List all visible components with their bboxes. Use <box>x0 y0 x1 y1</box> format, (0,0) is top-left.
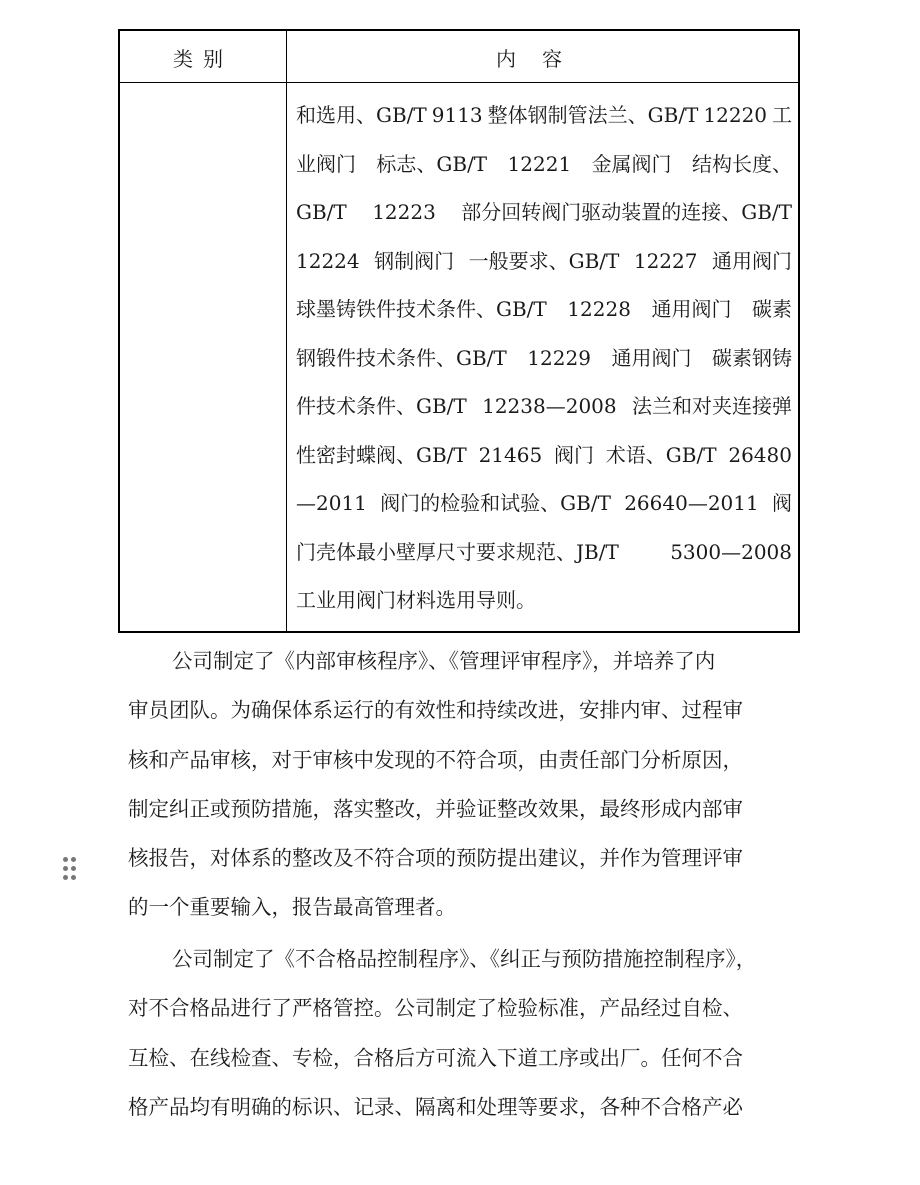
standards-table <box>118 29 800 633</box>
paragraph-line: 制定纠正或预防措施，落实整改，并验证整改效果，最终形成内部审 <box>128 796 743 821</box>
content-line: 球墨铸铁件技术条件、GB/T 12228 通用阀门 碳素 <box>296 297 792 321</box>
content-cell <box>296 91 792 625</box>
content-line: 门壳体最小壁厚尺寸要求规范、JB/T 5300—2008 <box>296 539 792 564</box>
paragraph-line: 公司制定了《内部审核程序》、《管理评审程序》，并培养了内 <box>172 649 716 673</box>
paragraph-line: 核和产品审核，对于审核中发现的不符合项，由责任部门分析原因， <box>128 747 743 772</box>
paragraph-line: 互检、在线检查、专检，合格后方可流入下道工序或出厂。任何不合 <box>128 1045 743 1070</box>
paragraph-line: 格产品均有明确的标识、记录、隔离和处理等要求，各种不合格产必 <box>128 1094 743 1119</box>
paragraph-nonconforming-control <box>128 935 798 1132</box>
paragraph-line: 对不合格品进行了严格管控。公司制定了检验标准，产品经过自检、 <box>128 996 743 1021</box>
content-line: 件技术条件、GB/T 12238—2008 法兰和对夹连接弹 <box>296 394 792 418</box>
content-line: 工业用阀门材料选用导则。 <box>296 588 536 612</box>
content-line: 12224 钢制阀门 一般要求、GB/T 12227 通用阀门 <box>296 248 792 273</box>
content-line: 和选用、GB/T 9113 整体钢制管法兰、GB/T 12220 工 <box>296 103 792 127</box>
table-header-row <box>120 31 798 83</box>
content-line: 钢锻件技术条件、GB/T 12229 通用阀门 碳素钢铸 <box>296 345 792 370</box>
content-line: 业阀门 标志、GB/T 12221 金属阀门 结构长度、 <box>296 151 792 176</box>
drag-handle-icon[interactable] <box>62 856 78 882</box>
content-line: —2011 阀门的检验和试验、GB/T 26640—2011 阀 <box>296 491 792 515</box>
paragraph-line: 公司制定了《不合格品控制程序》、《纠正与预防措施控制程序》， <box>172 947 757 971</box>
content-line: GB/T 12223 部分回转阀门驱动装置的连接、GB/T <box>296 200 792 224</box>
content-line: 性密封蝶阀、GB/T 21465 阀门 术语、GB/T 26480 <box>296 442 792 467</box>
paragraph-line: 审员团队。为确保体系运行的有效性和持续改进，安排内审、过程审 <box>128 698 743 723</box>
paragraph-line: 的一个重要输入，报告最高管理者。 <box>128 895 456 920</box>
header-category: 类别 <box>173 46 233 71</box>
header-content: 内容 <box>496 46 588 71</box>
paragraph-internal-audit <box>128 637 798 933</box>
paragraph-line: 核报告，对体系的整改及不符合项的预防提出建议，并作为管理评审 <box>128 846 743 871</box>
column-divider <box>286 31 287 631</box>
